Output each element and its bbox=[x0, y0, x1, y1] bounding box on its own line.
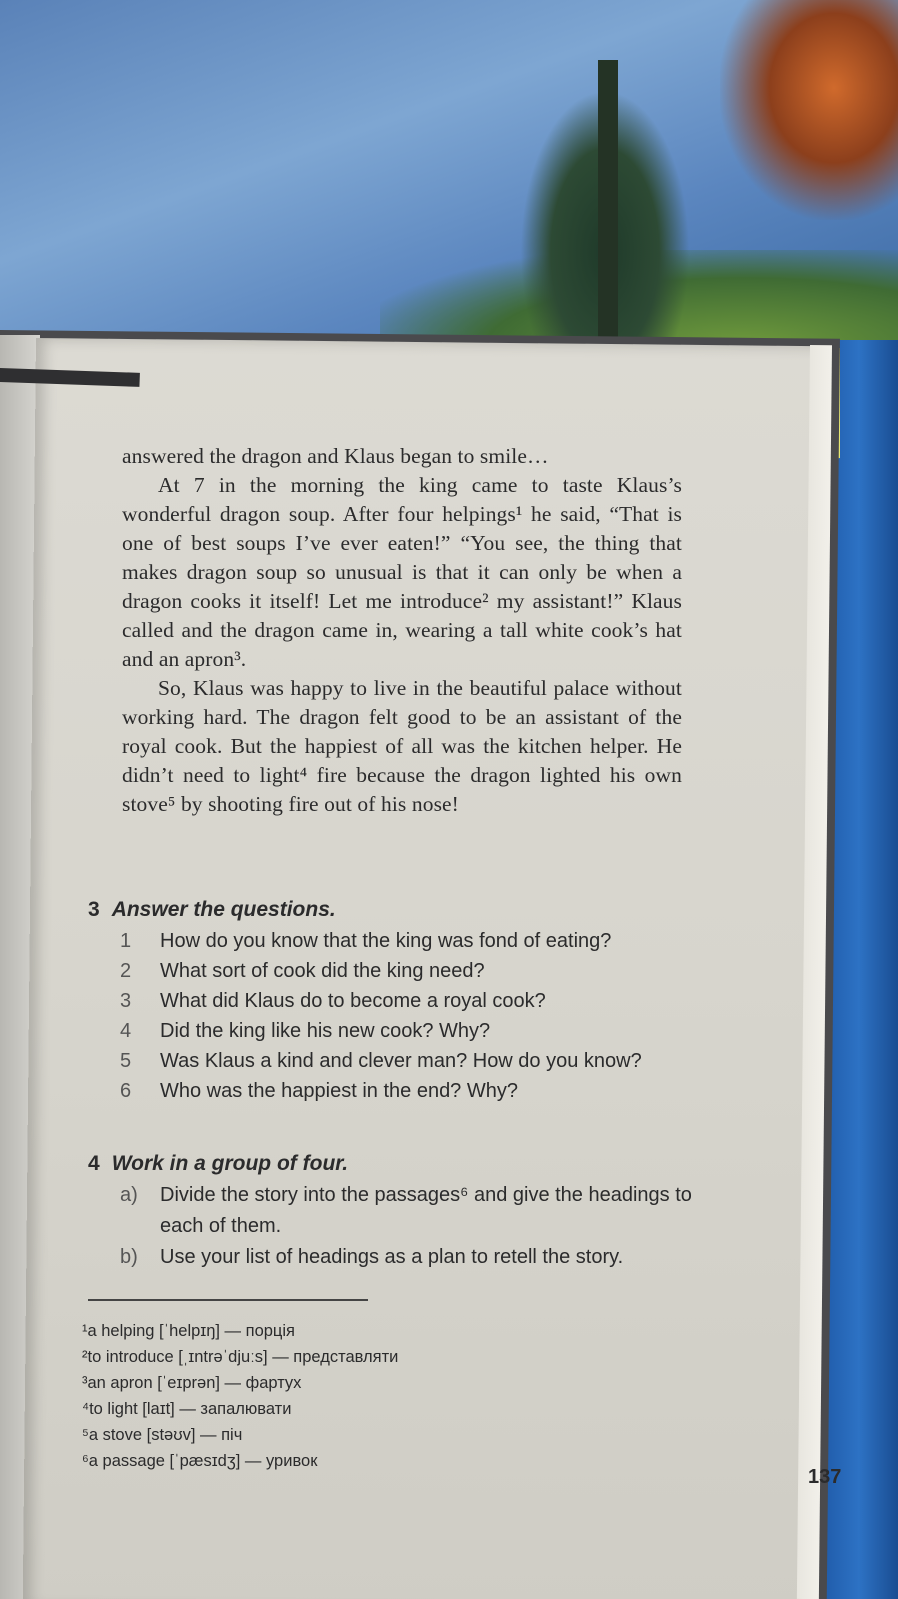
task-item-letter: a) bbox=[120, 1184, 138, 1206]
story-paragraph: answered the dragon and Klaus began to smile… bbox=[122, 444, 549, 468]
task-item bbox=[88, 1180, 728, 1242]
question-text: What did Klaus do to become a royal cook? bbox=[160, 990, 546, 1012]
task-number: 4 bbox=[88, 1152, 100, 1175]
question-item bbox=[88, 1076, 728, 1106]
question-text: Did the king like his new cook? Why? bbox=[160, 1020, 491, 1042]
question-text: Who was the happiest in the end? Why? bbox=[160, 1080, 518, 1102]
question-number: 6 bbox=[120, 1080, 132, 1102]
question-number: 1 bbox=[120, 930, 132, 952]
question-item bbox=[88, 926, 728, 956]
task-title: Answer the questions. bbox=[111, 898, 336, 921]
footnote-item: ⁶a passage [ˈpæsɪdʒ] — уривок bbox=[82, 1452, 318, 1470]
story-text bbox=[122, 442, 682, 819]
story-paragraph: So, Klaus was happy to live in the beautiful palace without working hard. The dragon felt good to be an assistant of the royal cook. But the happiest of all was the kitchen helper. He didn’t need to light⁴ fire because the dragon lighted his own stove⁵ by shooting fire out of his nose! bbox=[122, 676, 682, 816]
story-paragraph: At 7 in the morning the king came to taste Klaus’s wonderful dragon soup. After four helpings¹ he said, “That is one of best soups I’ve ever eaten!” “You see, the thing that makes dragon soup so unusual is that it can only be when a dragon cooks it itself! Let me introduce² my assistant!” Klaus called and the dragon came in, wearing a tall white cook’s hat and an apron³. bbox=[122, 473, 682, 671]
footnotes bbox=[82, 1318, 642, 1474]
question-item bbox=[88, 1046, 728, 1076]
task-item-text: Use your list of headings as a plan to retell the story. bbox=[160, 1246, 624, 1268]
task-item-letter: b) bbox=[120, 1246, 138, 1268]
question-text: What sort of cook did the king need? bbox=[160, 960, 485, 982]
question-number: 4 bbox=[120, 1020, 132, 1042]
question-item bbox=[88, 986, 728, 1016]
footnote-item: ¹a helping [ˈhelpɪŋ] — порція bbox=[82, 1322, 295, 1340]
task-3-heading bbox=[88, 898, 728, 922]
task-item-text: Divide the story into the passages⁶ and give the headings to each of them. bbox=[160, 1184, 692, 1237]
task-title: Work in a group of four. bbox=[111, 1152, 349, 1175]
question-number: 5 bbox=[120, 1050, 132, 1072]
footnote-item: ⁴to light [laɪt] — запалювати bbox=[82, 1400, 292, 1418]
question-text: Was Klaus a kind and clever man? How do you know? bbox=[160, 1050, 642, 1072]
question-number: 2 bbox=[120, 960, 132, 982]
question-item bbox=[88, 956, 728, 986]
footnote-divider bbox=[88, 1299, 368, 1301]
footnote-item: ²to introduce [ˌɪntrəˈdjuːs] — представляти bbox=[82, 1348, 399, 1366]
task-number: 3 bbox=[88, 898, 100, 921]
footnote-item: ³an apron [ˈeɪprən] — фартух bbox=[82, 1374, 302, 1392]
task-3 bbox=[88, 898, 728, 1106]
question-item bbox=[88, 1016, 728, 1046]
task-4-heading bbox=[88, 1152, 728, 1176]
task-4 bbox=[88, 1152, 728, 1273]
page-number: 137 bbox=[808, 1466, 842, 1488]
task-item bbox=[88, 1242, 728, 1273]
footnote-item: ⁵a stove [stəʊv] — піч bbox=[82, 1426, 243, 1444]
question-text: How do you know that the king was fond of eating? bbox=[160, 930, 612, 952]
question-number: 3 bbox=[120, 990, 132, 1012]
